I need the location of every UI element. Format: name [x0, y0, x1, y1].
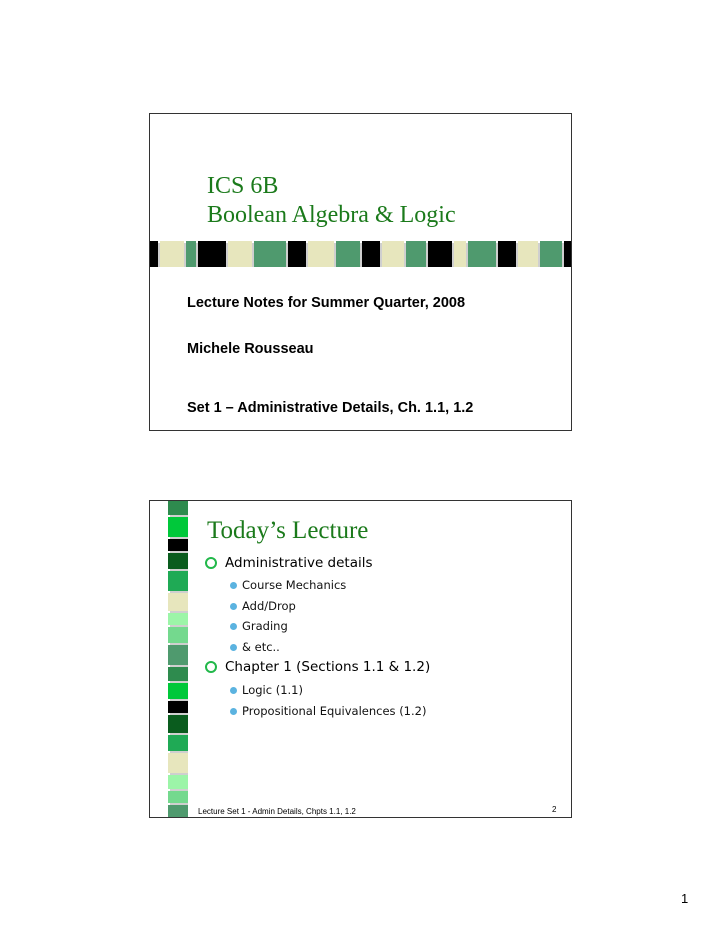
slide-2-title: Today’s Lecture	[207, 517, 369, 544]
lecture-notes-subtitle: Lecture Notes for Summer Quarter, 2008	[187, 295, 466, 311]
slide-1-title	[207, 172, 456, 230]
decorative-color-band	[150, 241, 572, 267]
dot-bullet-icon	[230, 582, 237, 589]
page-number: 1	[681, 891, 689, 906]
band-strip	[254, 241, 286, 267]
band-strip	[168, 553, 188, 569]
band-strip	[168, 627, 188, 643]
band-strip	[198, 241, 226, 267]
title-line-1: ICS 6B	[207, 173, 279, 199]
band-strip	[168, 805, 188, 818]
set-info: Set 1 – Administrative Details, Ch. 1.1, 1.2	[187, 400, 474, 416]
band-strip	[160, 241, 184, 267]
band-strip	[168, 791, 188, 803]
band-strip	[168, 683, 188, 699]
sub-bullet	[242, 704, 426, 718]
ring-bullet-icon	[205, 661, 217, 673]
band-strip	[168, 715, 188, 733]
band-strip	[308, 241, 334, 267]
sub-bullet	[242, 599, 296, 613]
slide-footer: Lecture Set 1 - Admin Details, Chpts 1.1, 1.2	[198, 807, 356, 816]
band-strip	[168, 735, 188, 751]
band-strip	[150, 241, 158, 267]
band-strip	[518, 241, 538, 267]
band-strip	[498, 241, 516, 267]
band-strip	[168, 645, 188, 665]
decorative-vertical-band	[168, 501, 188, 818]
band-strip	[406, 241, 426, 267]
sub-bullet	[242, 619, 288, 633]
sub-bullet-label: Grading	[242, 619, 288, 633]
band-strip	[336, 241, 360, 267]
sub-bullet	[242, 578, 346, 592]
sub-bullet-label: & etc..	[242, 640, 280, 654]
sub-bullet-label: Propositional Equivalences (1.2)	[242, 704, 427, 718]
sub-bullet	[242, 640, 280, 654]
band-strip	[168, 753, 188, 773]
band-strip	[288, 241, 306, 267]
band-strip	[168, 593, 188, 611]
band-strip	[564, 241, 572, 267]
band-strip	[168, 501, 188, 515]
sub-bullet-label: Add/Drop	[242, 599, 296, 613]
sub-bullet	[242, 683, 303, 697]
band-strip	[362, 241, 380, 267]
band-strip	[186, 241, 196, 267]
dot-bullet-icon	[230, 603, 237, 610]
band-strip	[168, 571, 188, 591]
ring-bullet-icon	[205, 557, 217, 569]
dot-bullet-icon	[230, 708, 237, 715]
band-strip	[540, 241, 562, 267]
dot-bullet-icon	[230, 623, 237, 630]
bullet-label: Administrative details	[225, 555, 373, 571]
bullet-administrative	[225, 555, 373, 571]
band-strip	[168, 775, 188, 789]
bullet-chapter-1	[225, 659, 430, 675]
sub-bullet-label: Logic (1.1)	[242, 683, 303, 697]
band-strip	[228, 241, 252, 267]
title-line-2: Boolean Algebra & Logic	[207, 202, 456, 228]
band-strip	[454, 241, 466, 267]
sub-bullet-label: Course Mechanics	[242, 578, 347, 592]
band-strip	[468, 241, 496, 267]
author-name: Michele Rousseau	[187, 341, 314, 357]
band-strip	[168, 613, 188, 625]
band-strip	[382, 241, 404, 267]
bullet-label: Chapter 1 (Sections 1.1 & 1.2)	[225, 659, 431, 675]
slide-number: 2	[552, 805, 557, 814]
band-strip	[428, 241, 452, 267]
band-strip	[168, 667, 188, 681]
dot-bullet-icon	[230, 687, 237, 694]
band-strip	[168, 701, 188, 713]
slide-2	[149, 500, 572, 818]
band-strip	[168, 517, 188, 537]
band-strip	[168, 539, 188, 551]
dot-bullet-icon	[230, 644, 237, 651]
slide-1	[149, 113, 572, 431]
